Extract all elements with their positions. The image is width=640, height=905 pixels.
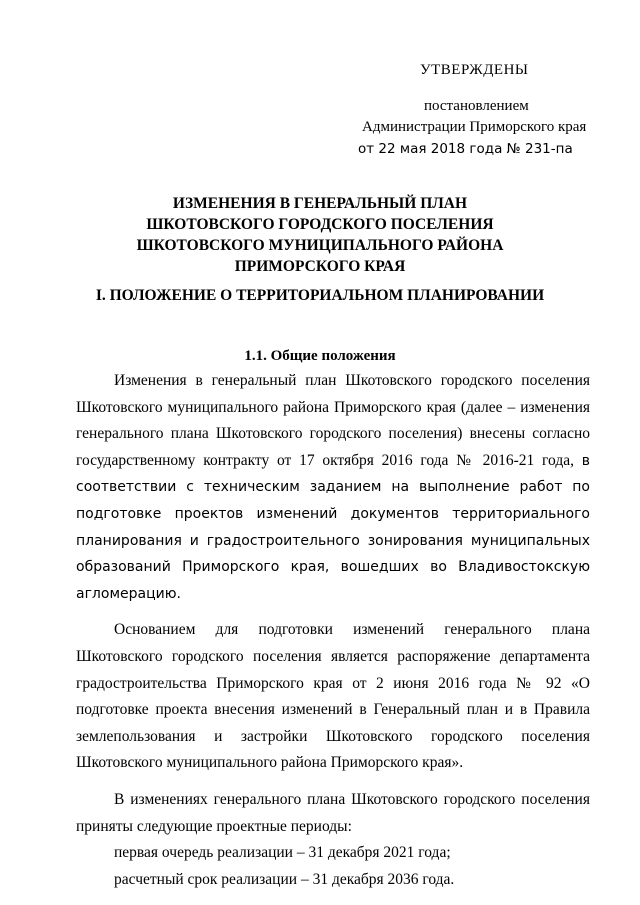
- paragraph-1: [76, 368, 590, 607]
- approval-administration: Администрации Приморского края: [362, 119, 587, 135]
- approval-date-number: от 22 мая 2018 года № 231-па: [358, 141, 573, 157]
- period-calculated-term: расчетный срок реализации – 31 декабря 2036 года.: [114, 870, 455, 888]
- paragraph-1-main: Изменения в генеральный план Шкотовского городского поселения Шкотовского муниципального района Приморского края (далее – изменения генерального плана Шкотовского городского поселения) внесены согласно государственному контракту от 17 октября 2016 года № 2016-21 года,: [76, 372, 590, 469]
- title-line-3: ШКОТОВСКОГО МУНИЦИПАЛЬНОГО РАЙОНА: [136, 237, 504, 254]
- period-first-stage: первая очередь реализации – 31 декабря 2021 года;: [114, 844, 451, 862]
- title-line-4: ПРИМОРСКОГО КРАЯ: [234, 258, 406, 275]
- approval-heading: УТВЕРЖДЕНЫ: [420, 62, 529, 78]
- subsection-heading: 1.1. Общие положения: [244, 348, 396, 364]
- document-body: [76, 368, 590, 893]
- paragraph-3: В изменениях генерального плана Шкотовского городского поселения приняты следующие проектные периоды:: [76, 790, 590, 835]
- title-line-1: ИЗМЕНЕНИЯ В ГЕНЕРАЛЬНЫЙ ПЛАН: [172, 195, 468, 212]
- document-title: [0, 193, 640, 277]
- section-heading: I. ПОЛОЖЕНИЕ О ТЕРРИТОРИАЛЬНОМ ПЛАНИРОВАНИИ: [95, 287, 545, 304]
- paragraph-1-tail: в соответствии с техническим заданием на выполнение работ по подготовке проектов изменений документов территориального планирования и градостроительного зонирования муниципальных образований Приморского края, вошедших во Владивостокскую агломерацию.: [76, 452, 590, 602]
- approval-decree: постановлением: [424, 98, 529, 114]
- paragraph-2: Основанием для подготовки изменений генерального плана Шкотовского городского поселения является распоряжение департамента градостроительства Приморского края от 2 июня 2016 года № 92 «О подготовке проекта внесения изменений в Генеральный план и в Правила землепользования и застройки Шкотовского городского поселения Шкотовского муниципального района Приморского края».: [76, 621, 590, 772]
- title-line-2: ШКОТОВСКОГО ГОРОДСКОГО ПОСЕЛЕНИЯ: [146, 216, 494, 233]
